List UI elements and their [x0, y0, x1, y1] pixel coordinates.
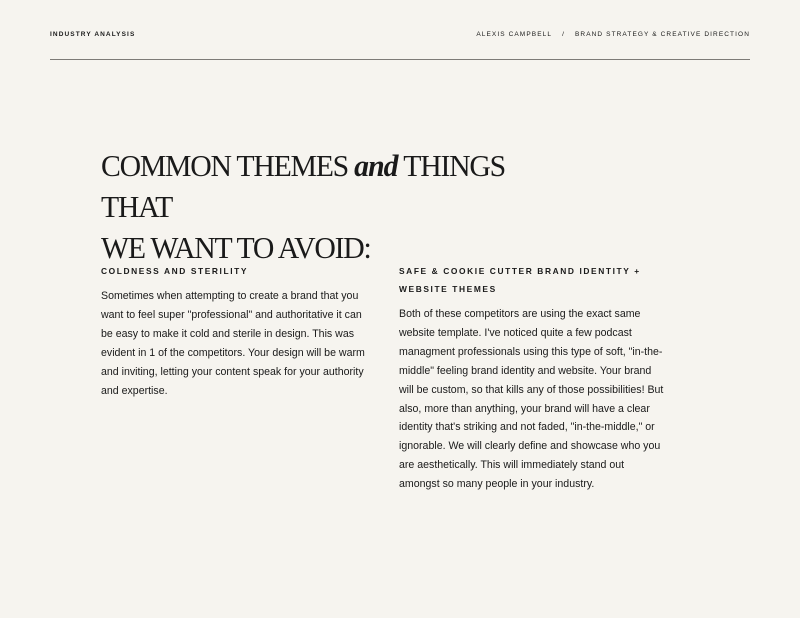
header-separator: /	[562, 31, 565, 38]
author-role: BRAND STRATEGY & CREATIVE DIRECTION	[574, 31, 750, 38]
title-part-1: COMMON THEMES	[101, 148, 355, 183]
section-cookie-cutter	[399, 262, 667, 494]
section-body: Both of these competitors are using the exact same website template. I've noticed quite a few podcast managment professionals using this type of soft, "in-the-middle" feeling brand identity and website. Your brand will be custom, so that kills any of those possibilities! But also, more than anything, your brand will have a clear identity that's striking and not faded, "in-the-middle," or ignorable. We will clearly define and showcase who you are aesthetically. This will immediately stand out amongst so many people in your industry.	[399, 308, 664, 491]
section-label: INDUSTRY ANALYSIS	[50, 31, 136, 38]
section-heading: COLDNESS AND STERILITY	[101, 266, 249, 276]
title-emphasis: and	[354, 148, 398, 183]
section-heading: SAFE & COOKIE CUTTER BRAND IDENTITY + WEBSITE THEMES	[399, 266, 641, 294]
section-coldness	[101, 262, 371, 400]
title-line-1	[101, 145, 581, 227]
page-title	[101, 145, 581, 268]
author-name: ALEXIS CAMPBELL	[476, 31, 553, 38]
header-meta	[476, 31, 750, 38]
title-part-2: THINGS THAT	[101, 148, 505, 224]
section-body: Sometimes when attempting to create a brand that you want to feel super "professional" and authoritative it can be easy to make it cold and sterile in design. This was evident in 1 of the competitors. Your design will be warm and inviting, letting your content speak for your authority and expertise.	[101, 290, 365, 397]
title-line-2: WE WANT TO AVOID:	[101, 230, 371, 265]
header-divider	[50, 59, 750, 60]
